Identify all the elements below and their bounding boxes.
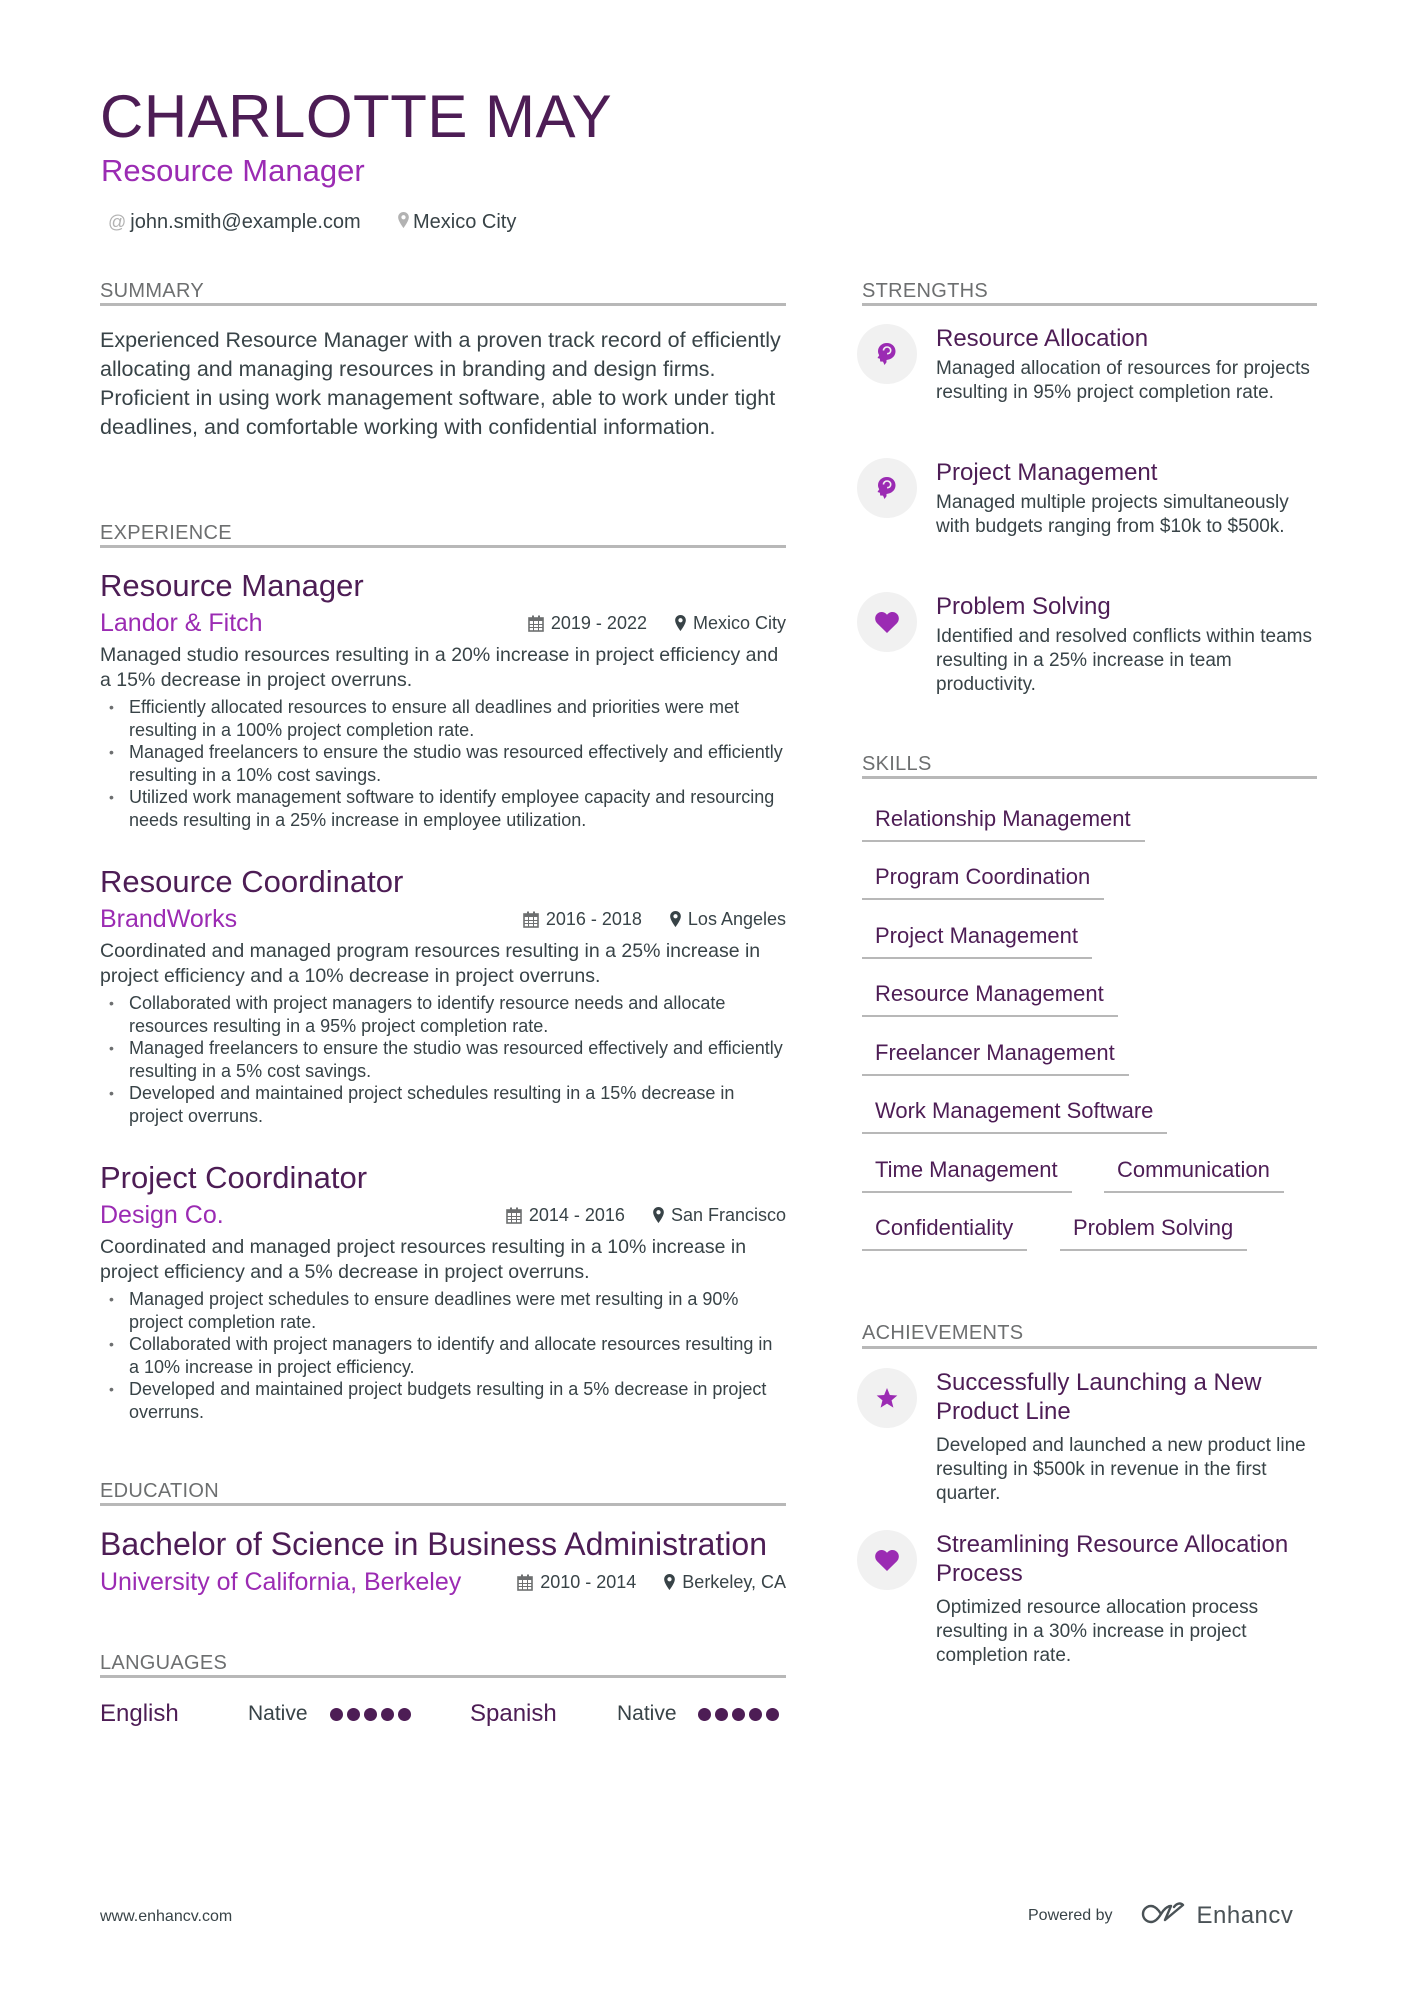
skill-tag: Time Management	[862, 1155, 1072, 1193]
website-link[interactable]: www.enhancv.com	[100, 1908, 233, 1925]
education-heading: EDUCATION	[100, 1480, 219, 1502]
skill-tag: Freelancer Management	[862, 1038, 1129, 1076]
enhancv-brand: Enhancv	[1196, 1902, 1294, 1929]
language-level: Native	[617, 1702, 677, 1725]
education-degree: Bachelor of Science in Business Administration	[100, 1526, 768, 1562]
education-divider	[100, 1503, 786, 1506]
education-item	[100, 1524, 786, 1600]
candidate-title: Resource Manager	[101, 153, 365, 188]
skill-tag: Program Coordination	[862, 862, 1104, 900]
enhancv-logo-icon	[1141, 1902, 1187, 1931]
experience-heading: EXPERIENCE	[100, 522, 232, 544]
bullet-item: • Developed and maintained project schedules resulting in a 15% decrease in project overruns.	[109, 1083, 735, 1126]
experience-bullets	[100, 696, 786, 831]
bullet-item: • Developed and maintained project budgets resulting in a 5% decrease in project overruns.	[109, 1379, 767, 1422]
languages-row	[100, 1697, 786, 1731]
achievement-description: Optimized resource allocation process resulting in a 30% increase in project completion rate.	[936, 1597, 1259, 1666]
skills-heading: SKILLS	[862, 753, 932, 775]
skill-tag: Relationship Management	[862, 804, 1145, 842]
experience-company: Landor & Fitch	[100, 608, 263, 637]
achievements-heading: ACHIEVEMENTS	[862, 1322, 1024, 1344]
experience-dates: 2019 - 2022	[550, 612, 647, 633]
experience-item	[100, 863, 786, 1127]
experience-location: San Francisco	[670, 1204, 786, 1225]
languages-divider	[100, 1675, 786, 1678]
strengths-heading: STRENGTHS	[862, 280, 989, 302]
map-pin-icon	[398, 212, 409, 233]
contact-email[interactable]	[108, 208, 361, 236]
achievement-item	[862, 1530, 1317, 1668]
summary-heading: SUMMARY	[100, 280, 204, 302]
education-location: Berkeley, CA	[682, 1571, 786, 1592]
strength-item	[862, 592, 1317, 697]
bullet-item: • Utilized work management software to identify employee capacity and resourcing needs resulting in a 25% increase in employee utilization.	[109, 787, 775, 830]
calendar-icon	[523, 911, 539, 928]
skills-divider	[862, 776, 1317, 779]
strength-item	[862, 324, 1317, 405]
map-pin-icon	[664, 1574, 675, 1590]
summary-divider	[100, 303, 786, 306]
language-level: Native	[248, 1702, 308, 1725]
map-pin-icon	[653, 1207, 664, 1223]
strength-description: Managed allocation of resources for projects resulting in 95% project completion rate.	[936, 358, 1310, 403]
strength-title: Project Management	[936, 459, 1158, 486]
experience-role: Project Coordinator	[100, 1160, 368, 1195]
experience-role: Resource Manager	[100, 568, 364, 603]
experience-bullets	[100, 1288, 786, 1423]
bullet-item: • Collaborated with project managers to identify resource needs and allocate resources resulting in a 95% project completion rate.	[109, 993, 726, 1036]
brain-head-icon	[857, 458, 917, 518]
bullet-item: • Collaborated with project managers to identify and allocate resources resulting in a 10% increase in project efficiency.	[109, 1334, 773, 1377]
experience-company: BrandWorks	[100, 904, 238, 933]
achievements-divider	[862, 1346, 1317, 1349]
language-name: Spanish	[470, 1700, 557, 1727]
powered-by[interactable]	[1028, 1896, 1293, 1936]
map-pin-icon	[675, 615, 686, 631]
email-text: john.smith@example.com	[130, 210, 361, 233]
language-proficiency-dots	[698, 1708, 779, 1721]
skill-tag: Problem Solving	[1060, 1213, 1247, 1251]
heart-icon	[857, 592, 917, 652]
strength-title: Resource Allocation	[936, 325, 1149, 352]
bullet-item: • Managed freelancers to ensure the studio was resourced effectively and efficiently resulting in a 10% cost savings.	[109, 742, 783, 785]
calendar-icon	[506, 1207, 522, 1224]
calendar-icon	[528, 615, 544, 632]
experience-dates: 2014 - 2016	[528, 1204, 625, 1225]
brain-head-icon	[857, 324, 917, 384]
experience-bullets	[100, 992, 786, 1127]
education-dates: 2010 - 2014	[540, 1571, 637, 1592]
skill-tag: Project Management	[862, 921, 1092, 959]
bullet-item: • Managed project schedules to ensure deadlines were met resulting in a 90% project completion rate.	[109, 1289, 739, 1332]
strength-item	[862, 458, 1317, 539]
language-proficiency-dots	[330, 1708, 411, 1721]
at-icon: @	[108, 211, 127, 232]
language-name: English	[100, 1700, 179, 1727]
experience-item	[100, 567, 786, 831]
calendar-icon	[517, 1574, 533, 1591]
achievement-title: Successfully Launching a New Product Line	[936, 1369, 1262, 1425]
experience-description: Coordinated and managed program resources resulting in a 25% increase in project efficiency and a 10% decrease in project overruns.	[100, 940, 761, 987]
experience-role: Resource Coordinator	[100, 864, 404, 899]
strength-description: Managed multiple projects simultaneously with budgets ranging from $10k to $500k.	[936, 492, 1289, 537]
achievement-item	[862, 1368, 1317, 1506]
experience-company: Design Co.	[100, 1200, 224, 1229]
achievement-description: Developed and launched a new product line resulting in $500k in revenue in the first quarter.	[936, 1435, 1306, 1504]
bullet-item: • Managed freelancers to ensure the studio was resourced effectively and efficiently resulting in a 5% cost savings.	[109, 1038, 783, 1081]
experience-description: Coordinated and managed project resources resulting in a 10% increase in project efficiency and a 5% decrease in project overruns.	[100, 1236, 747, 1283]
education-school: University of California, Berkeley	[100, 1567, 462, 1596]
strength-description: Identified and resolved conflicts within teams resulting in a 25% increase in team productivity.	[936, 626, 1312, 695]
contact-location	[398, 208, 516, 236]
powered-by-label: Powered by	[1028, 1907, 1113, 1924]
experience-location: Los Angeles	[687, 908, 786, 929]
experience-location: Mexico City	[692, 612, 786, 633]
experience-dates: 2016 - 2018	[545, 908, 642, 929]
summary-text: Experienced Resource Manager with a proven track record of efficiently allocating and managing resources in branding and design firms. Proficient in using work management software, able to work under tight deadlines, and comfortable working with confidential information.	[100, 328, 781, 439]
skill-tag: Confidentiality	[862, 1213, 1027, 1251]
location-text: Mexico City	[413, 210, 517, 233]
candidate-name: CHARLOTTE MAY	[100, 83, 613, 150]
skill-tag: Resource Management	[862, 979, 1118, 1017]
skill-tag: Work Management Software	[862, 1096, 1167, 1134]
experience-divider	[100, 545, 786, 548]
heart-icon	[857, 1530, 917, 1590]
map-pin-icon	[670, 911, 681, 927]
experience-description: Managed studio resources resulting in a 20% increase in project efficiency and a 15% decrease in project overruns.	[100, 644, 779, 691]
skill-tag: Communication	[1104, 1155, 1284, 1193]
experience-item	[100, 1159, 786, 1423]
languages-heading: LANGUAGES	[100, 1652, 228, 1674]
bullet-item: • Efficiently allocated resources to ensure all deadlines and priorities were met resulting in a 100% project completion rate.	[109, 697, 739, 740]
strength-title: Problem Solving	[936, 593, 1111, 620]
star-icon	[857, 1368, 917, 1428]
strengths-divider	[862, 303, 1317, 306]
achievement-title: Streamlining Resource Allocation Process	[936, 1531, 1289, 1587]
